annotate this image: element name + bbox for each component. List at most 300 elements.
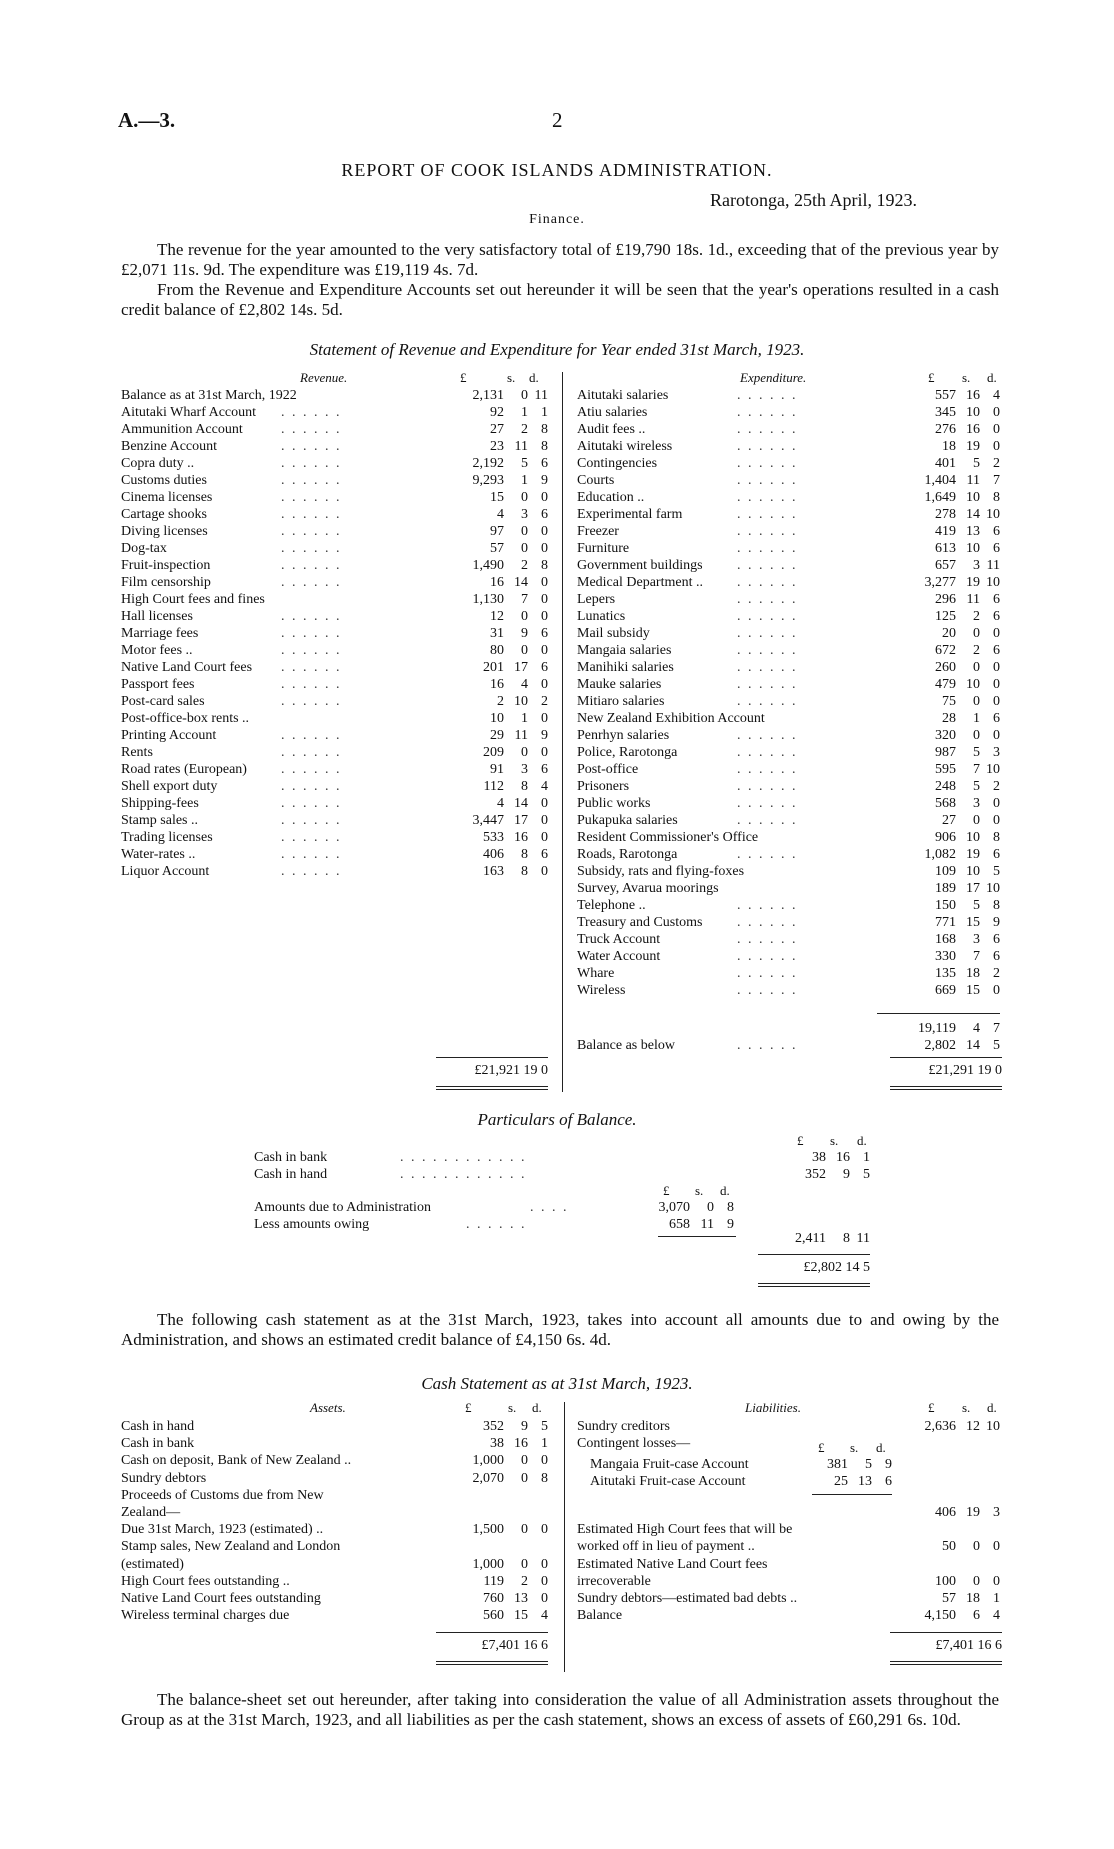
expenditure-shillings: 10 <box>966 405 980 420</box>
expenditure-row <box>577 489 1000 506</box>
revenue-pence: 0 <box>541 541 548 556</box>
expenditure-label: Experimental farm <box>577 507 683 522</box>
liability-label: irrecoverable <box>577 1573 651 1589</box>
revenue-row <box>121 744 548 761</box>
asset-shillings: 2 <box>521 1573 528 1589</box>
expenditure-row <box>577 438 1000 455</box>
revenue-pence: 8 <box>541 439 548 454</box>
expenditure-shillings: 1 <box>973 711 980 726</box>
expenditure-label: Education .. <box>577 490 645 505</box>
assets-total-double-rule <box>436 1661 548 1662</box>
leader-dots: . . . . . . <box>737 524 798 539</box>
asset-label: Zealand— <box>121 1505 181 1520</box>
assets-total-double-rule-2 <box>436 1664 548 1665</box>
asset-shillings: 16 <box>514 1436 528 1452</box>
expenditure-pounds: 296 <box>935 592 956 607</box>
expenditure-pence: 6 <box>993 592 1000 607</box>
expenditure-pence: 0 <box>993 422 1000 437</box>
expenditure-row <box>577 948 1000 965</box>
expenditure-pence: 2 <box>993 966 1000 981</box>
expenditure-shillings: 3 <box>973 932 980 947</box>
leader-dots: . . . . . . <box>281 694 342 709</box>
leader-dots: . . . . . . <box>737 796 798 811</box>
due-shilling-head: s. <box>695 1183 704 1198</box>
expenditure-row <box>577 540 1000 557</box>
expenditure-pounds: 419 <box>935 524 956 539</box>
revenue-pound-head: £ <box>460 370 467 385</box>
leader-dots: . . . . . . <box>466 1217 527 1232</box>
expenditure-shillings: 0 <box>973 660 980 675</box>
liability-row <box>577 1573 1000 1590</box>
asset-shillings: 9 <box>521 1419 528 1434</box>
asset-pence: 1 <box>541 1436 548 1452</box>
liability-label: Sundry creditors <box>577 1419 670 1434</box>
revenue-shillings: 11 <box>514 728 528 743</box>
expenditure-shilling-head: s. <box>962 370 971 385</box>
revenue-shillings: 0 <box>521 490 528 505</box>
revenue-pence: 9 <box>541 473 548 488</box>
revenue-pence: 11 <box>534 388 548 403</box>
expenditure-shillings: 2 <box>973 643 980 658</box>
revenue-pounds: 4 <box>497 796 504 811</box>
liability-row <box>577 1504 1000 1521</box>
contingent-pound-head: £ <box>818 1440 825 1455</box>
expenditure-row <box>577 387 1000 404</box>
expenditure-row <box>577 693 1000 710</box>
asset-row <box>121 1435 548 1452</box>
expenditure-pounds: 1,082 <box>924 847 956 862</box>
expenditure-row <box>577 591 1000 608</box>
expenditure-pence: 0 <box>993 694 1000 709</box>
expenditure-shillings: 11 <box>966 592 980 607</box>
expenditure-pounds: 3,277 <box>924 575 956 590</box>
leader-dots: . . . . . . <box>737 949 798 964</box>
document-reference: A.—3. <box>118 108 176 132</box>
leader-dots: . . . . . . <box>281 745 342 760</box>
expenditure-row <box>577 404 1000 421</box>
revenue-shillings: 0 <box>521 388 528 403</box>
leader-dots: . . . . . . <box>737 388 798 403</box>
liability-row <box>577 1556 1000 1573</box>
revenue-label: Marriage fees <box>121 626 199 641</box>
revenue-pence: 2 <box>541 694 548 709</box>
revenue-pounds: 209 <box>483 745 504 760</box>
asset-label: Proceeds of Customs due from New <box>121 1487 324 1503</box>
net-due-pence: 11 <box>856 1231 870 1246</box>
revenue-pounds: 16 <box>490 677 504 692</box>
expenditure-heading: Expenditure. <box>740 370 807 385</box>
expenditure-label: Lunatics <box>577 609 626 624</box>
liability-shillings: 18 <box>966 1591 980 1606</box>
dateline: Rarotonga, 25th April, 1923. <box>710 190 917 210</box>
expenditure-pence: 2 <box>993 456 1000 471</box>
asset-pence: 8 <box>541 1470 548 1486</box>
expenditure-pence: 8 <box>993 490 1000 505</box>
assets-pence-head: d. <box>532 1400 542 1415</box>
expenditure-label: Freezer <box>577 524 619 539</box>
expenditure-shillings: 0 <box>973 813 980 828</box>
revenue-row <box>121 761 548 778</box>
leader-dots: . . . . . . <box>281 728 342 743</box>
expenditure-shillings: 3 <box>973 558 980 573</box>
expenditure-pounds: 613 <box>935 541 956 556</box>
liability-pence: 4 <box>993 1608 1000 1624</box>
expenditure-pounds: 189 <box>935 881 956 896</box>
expenditure-pence: 0 <box>993 677 1000 692</box>
leader-dots: . . . . . . <box>281 473 342 488</box>
revenue-row <box>121 795 548 812</box>
leader-dots: . . . . . . <box>281 830 342 845</box>
particulars-total-double-rule <box>758 1283 870 1284</box>
revenue-row <box>121 506 548 523</box>
revenue-pounds: 1,490 <box>472 558 504 573</box>
leader-dots: . . . . . . <box>737 1038 798 1053</box>
asset-label: (estimated) <box>121 1556 184 1572</box>
revenue-shillings: 10 <box>514 694 528 709</box>
revenue-shillings: 11 <box>514 439 528 454</box>
revenue-label: Copra duty .. <box>121 456 195 471</box>
contingent-shillings: 13 <box>858 1474 872 1489</box>
leader-dots: . . . . . . <box>737 473 798 488</box>
cash-statement-caption: Cash Statement as at 31st March, 1923. <box>421 1374 693 1393</box>
revenue-pounds: 97 <box>490 524 504 539</box>
liabilities-total: £7,401 16 6 <box>935 1638 1002 1653</box>
expenditure-pence: 6 <box>993 932 1000 947</box>
expenditure-pence: 0 <box>993 439 1000 454</box>
leader-dots: . . . . . . <box>281 439 342 454</box>
expenditure-shillings: 10 <box>966 677 980 692</box>
contingent-pence: 6 <box>885 1474 892 1489</box>
expenditure-pounds: 669 <box>935 983 956 998</box>
asset-row <box>121 1556 548 1573</box>
expenditure-label: Resident Commissioner's Office <box>577 830 759 845</box>
expenditure-row <box>577 795 1000 812</box>
leader-dots: . . . . . . <box>281 813 342 828</box>
cash-in-hand-row <box>254 1166 870 1183</box>
liability-label: Estimated High Court fees that will be <box>577 1522 793 1538</box>
particulars-total-double-rule-2 <box>758 1286 870 1287</box>
revenue-shillings: 0 <box>521 745 528 760</box>
statement-divider <box>562 372 563 1092</box>
contingent-label: Aitutaki Fruit-case Account <box>590 1474 746 1489</box>
expenditure-pounds: 248 <box>935 779 956 794</box>
asset-label: Native Land Court fees outstanding <box>121 1591 321 1606</box>
liability-row <box>577 1607 1000 1624</box>
asset-label: Cash in bank <box>121 1436 195 1452</box>
revenue-shillings: 7 <box>521 592 528 607</box>
amounts-due-pence: 8 <box>727 1200 734 1215</box>
expenditure-label: Treasury and Customs <box>577 915 703 930</box>
revenue-shillings: 8 <box>521 847 528 862</box>
leader-dots: . . . . . . <box>281 507 342 522</box>
expenditure-pence-head: d. <box>987 370 997 385</box>
asset-label: Sundry debtors <box>121 1470 207 1486</box>
revenue-label: Diving licenses <box>121 524 208 539</box>
revenue-total-rule <box>436 1057 548 1058</box>
expenditure-pounds: 150 <box>935 898 956 913</box>
expenditure-shillings: 19 <box>966 439 980 454</box>
expenditure-label: Pukapuka salaries <box>577 813 678 828</box>
amounts-due-row <box>254 1199 734 1216</box>
revenue-label: Shipping-fees <box>121 796 199 811</box>
revenue-pounds: 4 <box>497 507 504 522</box>
expenditure-shillings: 19 <box>966 575 980 590</box>
revenue-pounds: 1,130 <box>472 592 504 607</box>
liabilities-pence-head: d. <box>987 1400 997 1415</box>
balance-pence: 5 <box>993 1038 1000 1053</box>
revenue-label: Passport fees <box>121 677 195 692</box>
revenue-pence: 0 <box>541 490 548 505</box>
leader-dots: . . . . . . <box>737 558 798 573</box>
expenditure-shillings: 3 <box>973 796 980 811</box>
intro-paragraph-1: The revenue for the year amounted to the very satisfactory total of £19,790 18s. 1d., exceeding that of the previous year by £2,071 11s. 9d. The expenditure was £19,119 4s. 7d. <box>121 240 999 279</box>
assets-pound-head: £ <box>465 1400 472 1415</box>
expenditure-pence: 10 <box>986 507 1000 522</box>
expenditure-shillings: 10 <box>966 864 980 879</box>
mid-paragraph: The following cash statement as at the 31st March, 1923, takes into account all amounts due to and owing by the Administration, and shows an estimated credit balance of £4,150 6s. 4d. <box>121 1310 999 1349</box>
expenditure-row <box>577 744 1000 761</box>
asset-pence: 0 <box>541 1522 548 1538</box>
liability-label: Estimated Native Land Court fees <box>577 1556 768 1572</box>
expenditure-shillings: 5 <box>973 456 980 471</box>
expenditure-label: Wireless <box>577 983 626 998</box>
liability-row <box>577 1521 1000 1538</box>
expenditure-pounds: 125 <box>935 609 956 624</box>
leader-dots: . . . . . . <box>737 762 798 777</box>
expenditure-row <box>577 897 1000 914</box>
expenditure-row <box>577 642 1000 659</box>
liability-pounds: 100 <box>935 1573 956 1589</box>
revenue-total-double-rule <box>436 1086 548 1087</box>
revenue-pence: 0 <box>541 609 548 624</box>
leader-dots: . . . . . . <box>737 541 798 556</box>
expenditure-label: Water Account <box>577 949 661 964</box>
expenditure-row <box>577 727 1000 744</box>
revenue-pounds: 10 <box>490 711 504 726</box>
expenditure-row <box>577 846 1000 863</box>
expenditure-label: Public works <box>577 796 651 811</box>
expenditure-label: Post-office <box>577 762 639 777</box>
leader-dots: . . . . . . <box>737 694 798 709</box>
revenue-pence: 0 <box>541 830 548 845</box>
asset-label: Cash on deposit, Bank of New Zealand .. <box>121 1453 352 1469</box>
leader-dots: . . . . <box>530 1200 569 1215</box>
net-due-row <box>766 1230 870 1247</box>
expenditure-pence: 3 <box>993 745 1000 760</box>
leader-dots: . . . . . . <box>737 626 798 641</box>
contingent-pence-head: d. <box>876 1440 886 1455</box>
expenditure-label: Contingencies <box>577 456 658 471</box>
expenditure-pence: 0 <box>993 796 1000 811</box>
expenditure-row <box>577 659 1000 676</box>
expenditure-shillings: 0 <box>973 728 980 743</box>
expenditure-total-double-rule-2 <box>890 1089 1002 1090</box>
liability-row <box>577 1435 1000 1452</box>
revenue-pence: 6 <box>541 456 548 471</box>
revenue-pence: 6 <box>541 847 548 862</box>
amounts-owing-pounds: 658 <box>669 1217 690 1232</box>
revenue-pounds: 2 <box>497 694 504 709</box>
expenditure-row <box>577 421 1000 438</box>
revenue-shillings: 0 <box>521 609 528 624</box>
due-pence-head: d. <box>720 1183 730 1198</box>
revenue-row <box>121 438 548 455</box>
amounts-owing-pence: 9 <box>727 1217 734 1232</box>
liability-row <box>577 1418 1000 1435</box>
liability-shillings: 0 <box>973 1573 980 1589</box>
cash-in-bank-row <box>254 1149 870 1166</box>
expenditure-pence: 6 <box>993 609 1000 624</box>
expenditure-pounds: 595 <box>935 762 956 777</box>
liability-pence: 10 <box>986 1419 1000 1434</box>
contingent-rule <box>812 1494 892 1495</box>
leader-dots: . . . . . . <box>737 405 798 420</box>
revenue-row <box>121 455 548 472</box>
cash-in-hand-shillings: 9 <box>843 1167 850 1182</box>
expenditure-shillings: 15 <box>966 915 980 930</box>
expenditure-pounds: 1,649 <box>924 490 956 505</box>
expenditure-pounds: 568 <box>935 796 956 811</box>
amounts-due-shillings: 0 <box>707 1200 714 1215</box>
subtotal-pounds: 19,119 <box>918 1021 956 1036</box>
expenditure-pounds: 168 <box>935 932 956 947</box>
revenue-row <box>121 778 548 795</box>
revenue-pence: 6 <box>541 507 548 522</box>
statement-caption: Statement of Revenue and Expenditure for Year ended 31st March, 1923. <box>309 340 805 359</box>
expenditure-label: Audit fees .. <box>577 422 646 437</box>
leader-dots: . . . . . . <box>737 898 798 913</box>
expenditure-shillings: 5 <box>973 779 980 794</box>
expenditure-shillings: 19 <box>966 847 980 862</box>
balance-shillings: 14 <box>966 1038 980 1053</box>
revenue-pounds: 2,192 <box>472 456 504 471</box>
expenditure-row <box>577 863 1000 880</box>
asset-pounds: 1,000 <box>472 1453 504 1469</box>
revenue-label: High Court fees and fines <box>121 592 265 607</box>
revenue-pounds: 23 <box>490 439 504 454</box>
contingent-shillings: 5 <box>865 1457 872 1472</box>
leader-dots: . . . . . . <box>281 524 342 539</box>
asset-label: Stamp sales, New Zealand and London <box>121 1539 341 1555</box>
revenue-label: Trading licenses <box>121 830 213 845</box>
expenditure-pence: 0 <box>993 983 1000 998</box>
expenditure-label: Whare <box>577 966 615 981</box>
expenditure-pounds: 906 <box>935 830 956 845</box>
expenditure-label: Manihiki salaries <box>577 660 674 675</box>
revenue-row <box>121 659 548 676</box>
expenditure-pence: 0 <box>993 626 1000 641</box>
expenditure-pence: 5 <box>993 864 1000 879</box>
leader-dots: . . . . . . <box>737 966 798 981</box>
due-pound-head: £ <box>663 1183 670 1198</box>
balance-pounds: 2,802 <box>924 1038 956 1053</box>
leader-dots: . . . . . . <box>281 422 342 437</box>
expenditure-label: Telephone .. <box>577 898 646 913</box>
asset-pounds: 560 <box>483 1608 504 1624</box>
closing-paragraph: The balance-sheet set out hereunder, after taking into consideration the value of all Administration assets throughout the Group as at the 31st March, 1923, and all liabilities as per the cash statement, shows an excess of assets of £60,291 6s. 10d. <box>121 1690 999 1729</box>
revenue-label: Road rates (European) <box>121 762 247 777</box>
leader-dots: . . . . . . <box>737 592 798 607</box>
leader-dots: . . . . . . <box>281 456 342 471</box>
revenue-pounds: 2,131 <box>472 388 504 403</box>
revenue-row <box>121 846 548 863</box>
asset-shillings: 0 <box>521 1522 528 1538</box>
expenditure-pence: 0 <box>993 405 1000 420</box>
liability-pounds: 2,636 <box>924 1419 956 1434</box>
revenue-shillings: 1 <box>521 405 528 420</box>
leader-dots: . . . . . . <box>737 915 798 930</box>
revenue-label: Shell export duty <box>121 779 218 794</box>
revenue-label: Fruit-inspection <box>121 558 211 573</box>
leader-dots: . . . . . . . . . . . . <box>400 1150 527 1165</box>
leader-dots: . . . . . . <box>737 779 798 794</box>
leader-dots: . . . . . . <box>737 422 798 437</box>
leader-dots: . . . . . . <box>737 439 798 454</box>
revenue-shillings: 17 <box>514 813 528 828</box>
leader-dots: . . . . . . <box>281 490 342 505</box>
revenue-label: Stamp sales .. <box>121 813 198 828</box>
liability-label: Sundry debtors—estimated bad debts .. <box>577 1591 798 1606</box>
revenue-pounds: 112 <box>483 779 504 794</box>
expenditure-shillings: 13 <box>966 524 980 539</box>
revenue-label: Water-rates .. <box>121 847 196 862</box>
asset-pence: 4 <box>541 1608 548 1624</box>
expenditure-pounds: 330 <box>935 949 956 964</box>
expenditure-shillings: 5 <box>973 745 980 760</box>
expenditure-label: Furniture <box>577 541 630 556</box>
leader-dots: . . . . . . <box>281 864 342 879</box>
expenditure-pence: 6 <box>993 643 1000 658</box>
asset-shillings: 13 <box>514 1591 528 1606</box>
expenditure-shillings: 10 <box>966 830 980 845</box>
liability-pence: 0 <box>993 1573 1000 1589</box>
particulars-total: £2,802 14 5 <box>803 1260 870 1275</box>
revenue-pounds: 16 <box>490 575 504 590</box>
expenditure-subtotal-rule <box>877 1013 1000 1014</box>
revenue-pence: 0 <box>541 524 548 539</box>
revenue-heading: Revenue. <box>300 370 348 385</box>
revenue-pence: 9 <box>541 728 548 743</box>
revenue-shillings: 5 <box>521 456 528 471</box>
revenue-pounds: 27 <box>490 422 504 437</box>
particulars-pound-head: £ <box>797 1133 804 1148</box>
intro-paragraphs <box>121 240 999 320</box>
revenue-label: Rents <box>121 745 153 760</box>
expenditure-label: Mauke salaries <box>577 677 662 692</box>
revenue-shillings: 14 <box>514 796 528 811</box>
revenue-label: Benzine Account <box>121 439 218 454</box>
amounts-owing-label: Less amounts owing <box>254 1217 370 1232</box>
revenue-pence: 1 <box>541 405 548 420</box>
revenue-row <box>121 591 548 608</box>
revenue-shillings: 2 <box>521 422 528 437</box>
expenditure-shillings: 14 <box>966 507 980 522</box>
owing-rule <box>658 1236 736 1237</box>
asset-row <box>121 1573 548 1590</box>
revenue-pounds: 91 <box>490 762 504 777</box>
revenue-pence: 6 <box>541 660 548 675</box>
expenditure-label: Mitiaro salaries <box>577 694 665 709</box>
expenditure-row <box>577 625 1000 642</box>
expenditure-pounds: 27 <box>942 813 956 828</box>
expenditure-pence: 6 <box>993 711 1000 726</box>
liabilities-pound-head: £ <box>928 1400 935 1415</box>
expenditure-shillings: 17 <box>966 881 980 896</box>
expenditure-pence: 0 <box>993 728 1000 743</box>
revenue-shillings: 8 <box>521 864 528 879</box>
expenditure-label: Subsidy, rats and flying-foxes <box>577 864 745 879</box>
revenue-pounds: 31 <box>490 626 504 641</box>
